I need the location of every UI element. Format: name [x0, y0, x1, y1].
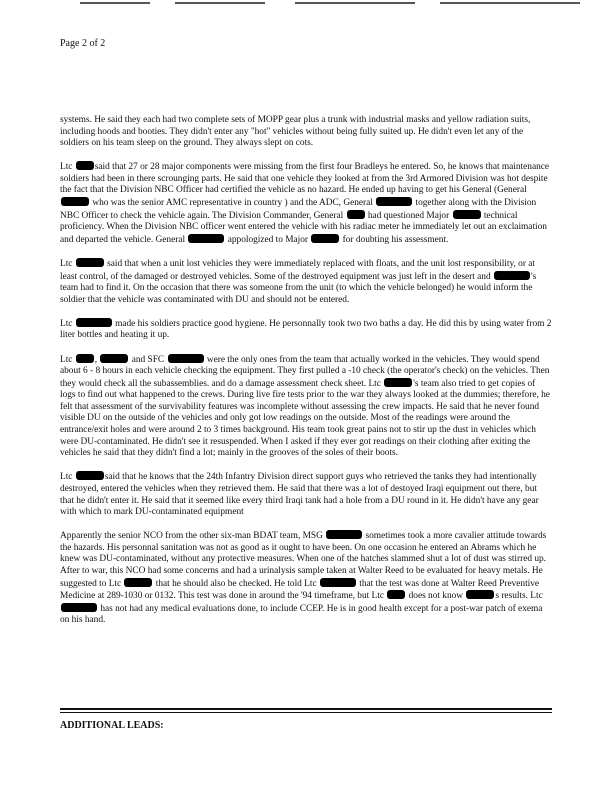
redaction-block — [494, 271, 530, 280]
paragraph-text: s results. Ltc — [495, 591, 543, 602]
redaction-block — [453, 210, 481, 219]
paragraph-text: Ltc — [60, 318, 75, 329]
paragraph-text: that the test was done at Walter Reed Preventive Medicine at 289-1030 or 0132. This test was done in around the '94 timeframe, but Ltc — [60, 578, 540, 602]
paragraph-text: Ltc — [60, 162, 75, 173]
redaction-block — [188, 234, 224, 243]
paragraph — [60, 354, 552, 460]
paragraph-text: said that he knows that the 24th Infantry Division direct support guys who retrieved the tanks they had intentionally destroyed, entered the vehicles when they retrieved them. He said that there was a lot of destoyed Iraqi equipment out there, but that he didn't enter it. He said that it seemed like every third Iraqi tank had a hole from a DU round in it. He didn't have any gear with which to mark DU-contaminated equipment — [60, 472, 539, 518]
redaction-block — [168, 354, 204, 363]
paragraph-text: made his soldiers practice good hygiene. He personnally took two two baths a day. He did this by using water from 2 liter bottles and heating it up. — [60, 318, 552, 341]
paragraph-text: , — [94, 354, 100, 365]
redaction-block — [76, 161, 94, 170]
page-number: Page 2 of 2 — [60, 38, 106, 49]
paragraph-text: said that 27 or 28 major components were missing from the first four Bradleys he entered. So, he knows that maintenance soldiers had been in there scrounging parts. He said that one vehicle they looked at from the 3rd Armored Division was hot despite the fact that the Division NBC Officer had certified the vehicle as no hazard. He ended up having to get his General (General — [60, 162, 550, 196]
paragraph-text: were the only ones from the team that actually worked in the vehicles. They would spend about 6 - 8 hours in each vehicle checking the equipment. They first pulled a -10 check (the operator's check) on the vehicles. Then they would check all the subassemblies. and do a damage assessment check sheet. Ltc — [60, 354, 550, 389]
paragraph-text: systems. He said they each had two complete sets of MOPP gear plus a trunk with industrial masks and yellow radiation suits, including hoods and booties. They didn't enter any "hot" vehicles without being fully suited up. He didn't even let any of the soldiers on his team sleep on the ground. They always slept on cots. — [60, 115, 531, 149]
paragraph-text: 's team also tried to get copies of logs to find out what happened to the crews. During live fire tests prior to the war they always looked at the dummies; therefore, he felt that assessment of the survivability features was incomplete without assessing the crew impacts. He said that he never found visible DU on the outside of the vehicles and only got low readings on the outside. Most of the readings were around the entrance/exit holes and were around 2 to 3 times background. His team took great pains not to stir up the dust in vehicles which were DU-contaminated. He didn't see it resuspended. When I asked if they ever got readings on their clothing after exiting the vehicles he said that they didn't find a lot; mainly in the grooves of the soles of their boots. — [60, 378, 550, 459]
paragraph-text: for doubting his assessment. — [340, 234, 449, 245]
redaction-block — [76, 258, 104, 267]
paragraph-text: sometimes took a more cavalier attitude towards the hazards. His personnal sanitation was not as good as it ought to have been. On one occasion he entered an Abrams which he knew was DU-contaminated, without any protective measures. When one of the hatches slammed shut a lot of dust was stirred up. After to war, this NCO had some concerns and had a urinalysis sample taken at Walter Reed to be evaluated for heavy metals. He suggested to Ltc — [60, 531, 547, 589]
redaction-block — [384, 378, 412, 387]
paragraph-text: 's team had to find it. On the occasion that there was someone from the unit (to which the vehicle belonged) he would inform the soldier that the vehicle was contaminated with DU and should not be entered. — [60, 271, 537, 305]
interview-body — [60, 115, 552, 638]
paragraph-text: has not had any medical evaluations done, to include CCEP. He is in good health except for a post-war patch of exema on his hand. — [60, 603, 543, 626]
redaction-block — [76, 354, 94, 363]
paragraph — [60, 161, 552, 246]
paragraph-text: Apparently the senior NCO from the other six-man BDAT team, MSG — [60, 531, 326, 542]
paragraph-text: that he should also be checked. He told Ltc — [153, 578, 319, 589]
redaction-block — [61, 603, 97, 612]
redaction-block — [76, 471, 104, 480]
redaction-block — [61, 197, 89, 206]
top-edge-lines — [80, 0, 580, 6]
paragraph — [60, 530, 552, 627]
paragraph-text: Ltc — [60, 472, 75, 483]
paragraph-text: and SFC — [129, 354, 167, 365]
paragraph — [60, 318, 552, 342]
additional-leads-heading: ADDITIONAL LEADS: — [60, 720, 164, 731]
paragraph-text: appologized to Major — [225, 234, 311, 245]
redaction-block — [100, 354, 128, 363]
redaction-block — [466, 590, 494, 599]
redaction-block — [76, 318, 112, 327]
section-divider-thin — [60, 712, 552, 713]
redaction-block — [320, 578, 356, 587]
paragraph-text: had questioned Major — [365, 210, 452, 221]
paragraph-text: said that when a unit lost vehicles they were immediately replaced with floats, and the unit lost responsibility, or at least control, of the damaged or destroyed vehicles. Some of the destroyed equipment was just left in the desert and — [60, 258, 535, 282]
redaction-block — [347, 210, 365, 219]
paragraph-text: together along with the Division NBC Officer to check the vehicle again. The Division Commander, General — [60, 198, 537, 221]
paragraph-text: Ltc — [60, 354, 75, 365]
redaction-block — [376, 197, 412, 206]
paragraph-text: who was the senior AMC representative in country ) and the ADC, General — [90, 198, 376, 209]
paragraph-text: Ltc — [60, 258, 75, 269]
redaction-block — [311, 234, 339, 243]
paragraph — [60, 115, 552, 150]
redaction-block — [326, 530, 362, 539]
redaction-block — [387, 590, 405, 599]
redaction-block — [124, 578, 152, 587]
paragraph — [60, 471, 552, 518]
paragraph-text: does not know — [406, 591, 466, 602]
paragraph — [60, 258, 552, 306]
section-divider — [60, 708, 552, 710]
paragraph-text: technical proficiency. When the Division NBC officer went entered the vehicle with his radiac meter he immediately let out an exclaimation and departed the vehicle. General — [60, 210, 547, 245]
